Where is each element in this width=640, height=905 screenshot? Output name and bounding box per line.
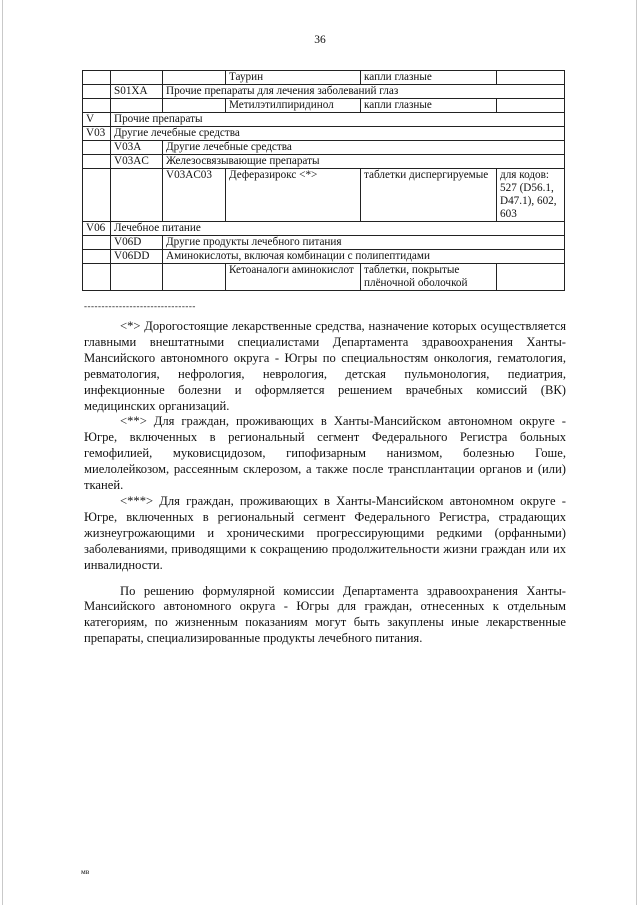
table-row [83, 250, 565, 264]
table-row [83, 264, 565, 291]
atc-code-cell: V [83, 113, 111, 127]
atc-code-cell: V06D [111, 236, 163, 250]
drug-name-cell: Кетоаналоги аминокислот [226, 264, 361, 291]
atc-code-cell: V06DD [111, 250, 163, 264]
footnote-separator: -------------------------------- [84, 301, 196, 311]
group-name-cell: Железосвязывающие препараты [163, 155, 565, 169]
group-name-cell: Другие продукты лечебного питания [163, 236, 565, 250]
atc-code-cell: V06 [83, 222, 111, 236]
footnotes-section [84, 301, 566, 647]
table-row [83, 113, 565, 127]
table-row [83, 155, 565, 169]
group-name-cell: Другие лечебные средства [111, 127, 565, 141]
drug-name-cell: Метилэтилпиридинол [226, 99, 361, 113]
group-name-cell: Другие лечебные средства [163, 141, 565, 155]
table-row [83, 141, 565, 155]
footer-code: мв [81, 867, 90, 876]
footnote-two-star: <**> Для граждан, проживающих в Ханты-Мансийском автономном округе - Югре, включенных в региональный сегмент Федерального Регистра больных гемофилией, муковисцидозом, гипофизарным нанизмом, болезнью Гоше, миелолейкозом, рассеянным склерозом, а также после трансплантации органов и (или) тканей. [84, 414, 566, 493]
atc-code-cell: V03A [111, 141, 163, 155]
medications-table [82, 70, 565, 291]
dosage-form-cell: таблетки, покрытые плёночной оболочкой [361, 264, 497, 291]
table-row [83, 99, 565, 113]
group-name-cell: Лечебное питание [111, 222, 565, 236]
footnote-three-star: <***> Для граждан, проживающих в Ханты-Мансийском автономном округе - Югре, включенных в региональный сегмент Федерального Регистра, страдающих жизнеугрожающими и хроническими прогрессирующими редкими (орфанными) заболеваниями, приводящими к сокращению продолжительности жизни граждан или их инвалидности. [84, 493, 566, 572]
table-row [83, 71, 565, 85]
closing-paragraph: По решению формулярной комиссии Департамента здравоохранения Ханты-Мансийского автономного округа - Югры для граждан, отнесенных к отдельным категориям, по жизненным показаниям могут быть закуплены иные лекарственные препараты, специализированные продукты лечебного питания. [84, 583, 566, 646]
footnote-one-star: <*> Дорогостоящие лекарственные средства, назначение которых осуществляется главными внештатными специалистами Департамента здравоохранения Ханты-Мансийского автономного округа - Югры по специальностям онкология, гематология, ревматология, нефрология, неврология, детская пульмонология, педиатрия, инфекционные болезни и оформляется решением врачебных комиссий (ВК) медицинских организаций. [84, 319, 566, 413]
drug-name-cell: Таурин [226, 71, 361, 85]
scan-left-edge [2, 0, 3, 905]
table-row [83, 169, 565, 222]
table-row [83, 236, 565, 250]
dosage-form-cell: таблетки диспергируемые [361, 169, 497, 222]
dosage-form-cell: капли глазные [361, 71, 497, 85]
codes-note-cell: для кодов: 527 (D56.1, D47.1), 602, 603 [497, 169, 565, 222]
scan-right-edge [636, 0, 637, 905]
atc-code-cell: V03AC [111, 155, 163, 169]
table-row [83, 85, 565, 99]
atc-code-cell: V03 [83, 127, 111, 141]
drug-name-cell: Деферазирокс <*> [226, 169, 361, 222]
dosage-form-cell: капли глазные [361, 99, 497, 113]
group-name-cell: Прочие препараты для лечения заболеваний глаз [163, 85, 565, 99]
group-name-cell: Прочие препараты [111, 113, 565, 127]
group-name-cell: Аминокислоты, включая комбинации с полипептидами [163, 250, 565, 264]
atc-code-cell: S01XA [111, 85, 163, 99]
table-row [83, 222, 565, 236]
atc-code-cell: V03AC03 [163, 169, 226, 222]
page-number: 36 [314, 34, 326, 46]
table-row [83, 127, 565, 141]
